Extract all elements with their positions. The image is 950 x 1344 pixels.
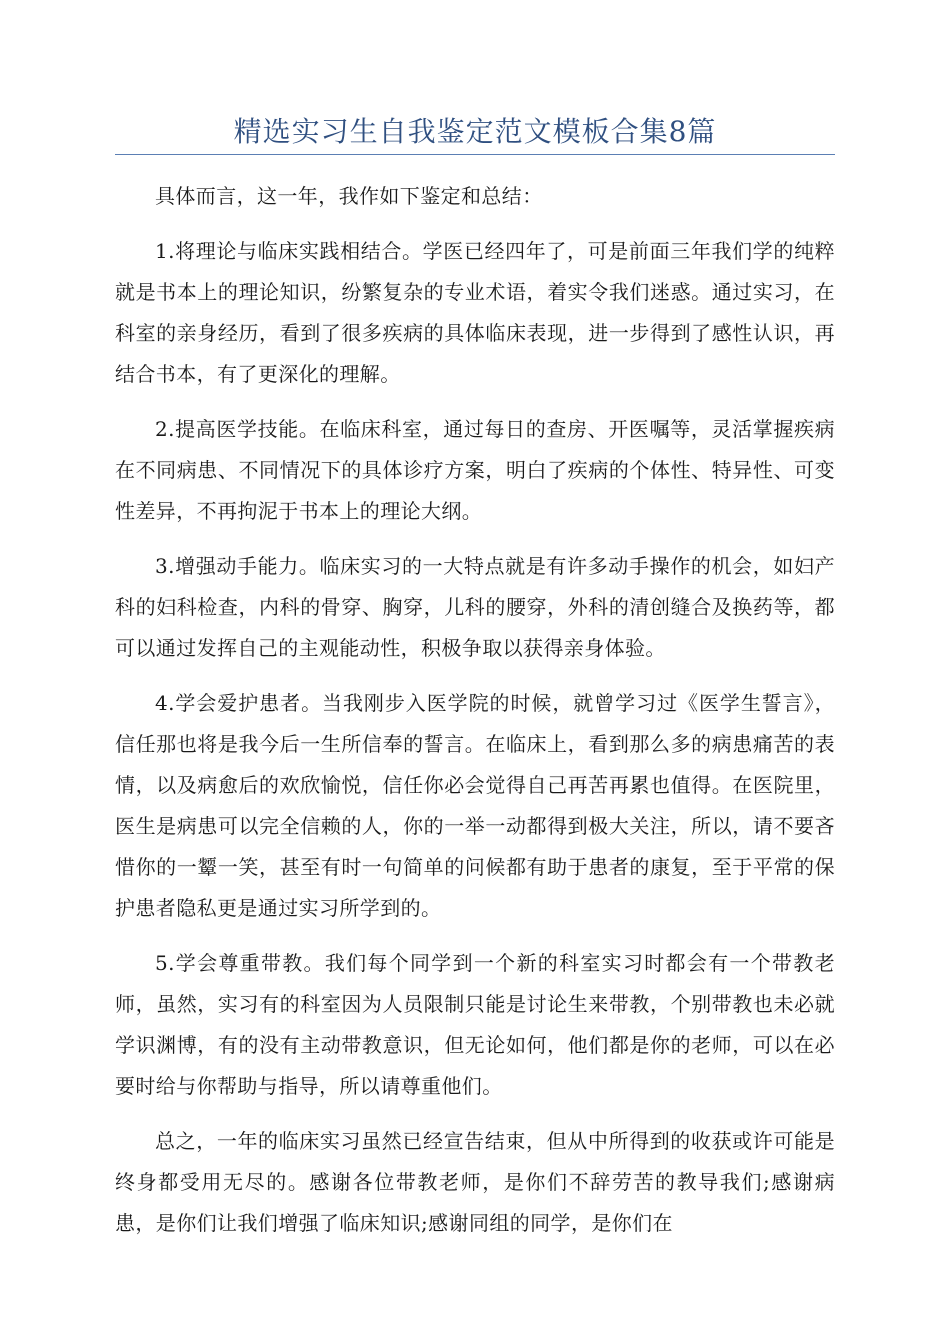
paragraph-5: 5.学会尊重带教。我们每个同学到一个新的科室实习时都会有一个带教老师，虽然，实习有的科室因为人员限制只能是讨论生来带教，个别带教也未必就学识渊博，有的没有主动带教意识，但无论如何，他们都是你的老师，可以在必要时给与你帮助与指导，所以请尊重他们。 bbox=[115, 951, 835, 1098]
paragraph-1: 1.将理论与临床实践相结合。学医已经四年了，可是前面三年我们学的纯粹就是书本上的理论知识，纷繁复杂的专业术语，着实令我们迷惑。通过实习，在科室的亲身经历，看到了很多疾病的具体临床表现，进一步得到了感性认识，再结合书本，有了更深化的理解。 bbox=[115, 239, 835, 386]
paragraph-3: 3.增强动手能力。临床实习的一大特点就是有许多动手操作的机会，如妇产科的妇科检查，内科的骨穿、胸穿，儿科的腰穿，外科的清创缝合及换药等，都可以通过发挥自己的主观能动性，积极争取以获得亲身体验。 bbox=[115, 554, 835, 660]
paragraph-4: 4.学会爱护患者。当我刚步入医学院的时候，就曾学习过《医学生誓言》，信任那也将是我今后一生所信奉的誓言。在临床上，看到那么多的病患痛苦的表情，以及病愈后的欢欣愉悦，信任你必会觉得自己再苦再累也值得。在医院里，医生是病患可以完全信赖的人，你的一举一动都得到极大关注，所以，请不要吝惜你的一颦一笑，甚至有时一句简单的问候都有助于患者的康复，至于平常的保护患者隐私更是通过实习所学到的。 bbox=[115, 691, 835, 920]
document-title: 精选实习生自我鉴定范文模板合集8篇 bbox=[233, 115, 717, 148]
document-body bbox=[115, 176, 835, 1258]
paragraph-2: 2.提高医学技能。在临床科室，通过每日的查房、开医嘱等，灵活掌握疾病在不同病患、不同情况下的具体诊疗方案，明白了疾病的个体性、特异性、可变性差异，不再拘泥于书本上的理论大纲。 bbox=[115, 417, 835, 523]
title-underline bbox=[115, 154, 835, 155]
paragraph-intro: 具体而言，这一年，我作如下鉴定和总结： bbox=[155, 184, 543, 208]
paragraph-conclusion: 总之，一年的临床实习虽然已经宣告结束，但从中所得到的收获或许可能是终身都受用无尽的。感谢各位带教老师，是你们不辞劳苦的教导我们;感谢病患，是你们让我们增强了临床知识;感谢同组的同学，是你们在 bbox=[115, 1129, 835, 1235]
